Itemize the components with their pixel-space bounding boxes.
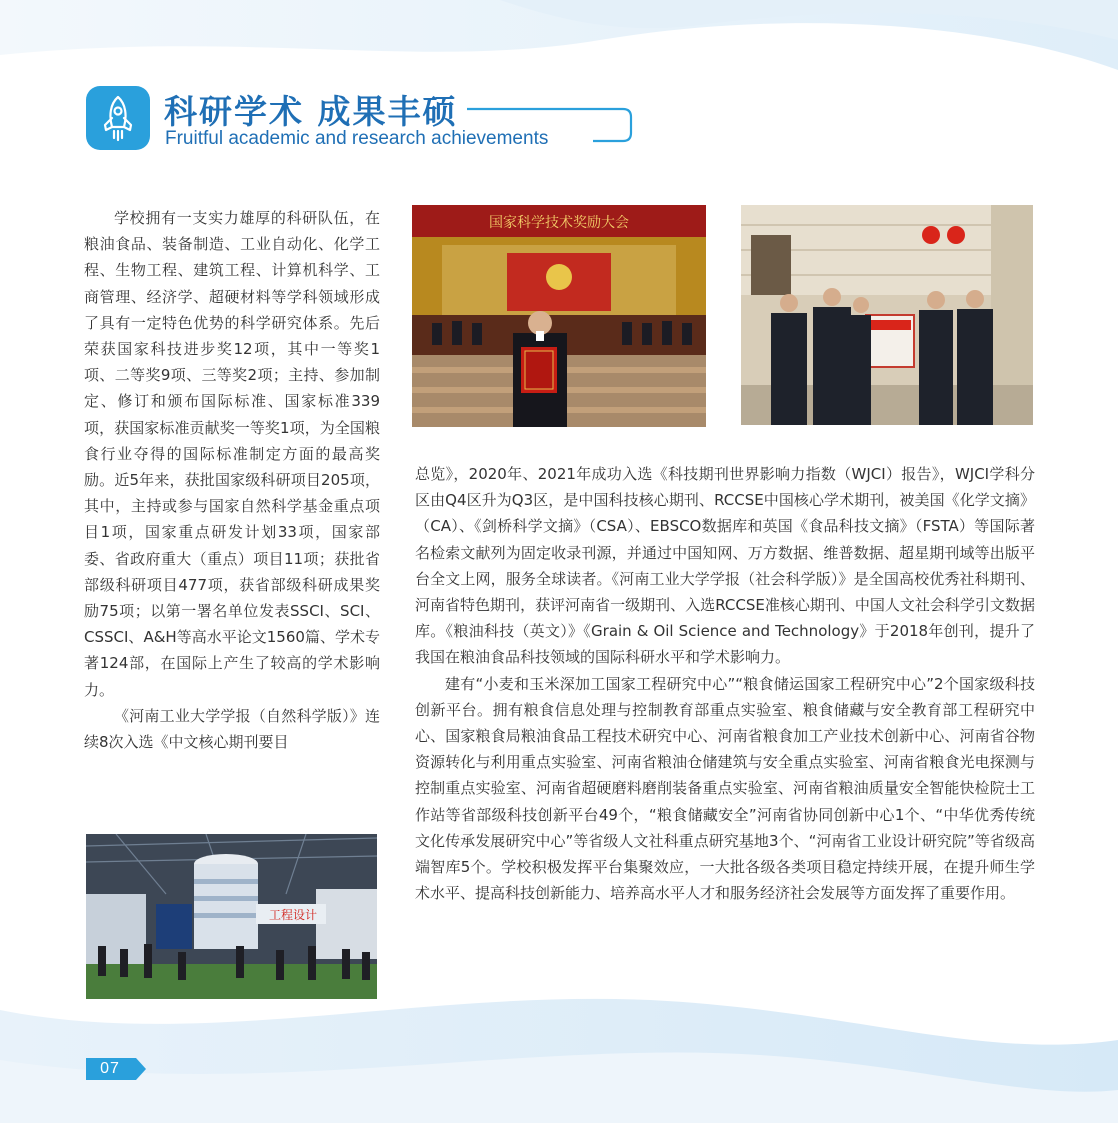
journal-paragraph-continued: 总览》，2020年、2021年成功入选《科技期刊世界影响力指数（WJCI）报告》，WJCI学科分区由Q4区升为Q3区，是中国科技核心期刊、RCCSE中国核心学术期刊，被美国《化学文摘》（CA）、《剑桥科学文摘》（CSA）、EBSCO数据库和英国《食品科技文摘》（FSTA）等国际著名检索文献列为固定收录刊源，并通过中国知网、万方数据、维普数据、超星期刊域等出版平台全文上网，服务全球读者。《河南工业大学学报（社会科学版）》是全国高校优秀社科期刊、河南省特色期刊，获评河南省一级期刊、入选RCCSE准核心期刊、中国人文社会科学引文数据库。《粮油科技（英文）》《Grain & Oil Science and Technology》于2018年创刊，提升了我国在粮油食品科技领域的国际科研水平和学术影响力。 — [415, 465, 1035, 667]
title-decorative-line — [465, 100, 640, 148]
left-text-column — [84, 205, 380, 755]
rocket-icon — [96, 94, 140, 142]
research-team-paragraph: 学校拥有一支实力雄厚的科研队伍，在粮油食品、装备制造、工业自动化、化学工程、生物工程、建筑工程、计算机科学、工商管理、经济学、超硬材料等学科领域形成了具有一定特色优势的科学研究体系。先后荣获国家科技进步奖12项，其中一等奖1项、二等奖9项、三等奖2项；主持、参加制定、修订和颁布国际标准、国家标准339项，获国家标准贡献奖一等奖1项，为全国粮食行业夺得的国际标准制定方面的最高奖励。近5年来，获批国家级科研项目205项，其中，主持或参与国家自然科学基金重点项目1项，国家重点研发计划33项，国家部委、省政府重大（重点）项目11项；获批省部级科研项目477项，获省部级科研成果奖励75项；以第一署名单位发表SSCI、SCI、CSSCI、A&H等高水平论文1560篇、学术专著124部，在国际上产生了较高的学术影响力。 — [84, 209, 380, 699]
exhibition-sign-text: 工程设计 — [269, 908, 318, 922]
award-banner-text: 国家科学技术奖励大会 — [489, 215, 629, 231]
journal-paragraph-start: 《河南工业大学学报（自然科学版）》连续8次入选《中文核心期刊要目 — [84, 706, 380, 752]
award-ceremony-photo — [412, 205, 706, 427]
section-subtitle-en: Fruitful academic and research achievements — [165, 128, 549, 149]
section-title: 科研学术 成果丰硕 — [164, 92, 458, 131]
platform-paragraph: 建有“小麦和玉米深加工国家工程研究中心”“粮食储运国家工程研究中心”2个国家级科技创新平台。拥有粮食信息处理与控制教育部重点实验室、粮食储藏与安全教育部工程研究中心、国家粮食局粮油食品工程技术研究中心、河南省粮食加工产业技术创新中心、河南省谷物资源转化与利用重点实验室、河南省粮油仓储建筑与安全重点实验室、河南省粮食光电探测与控制重点实验室、河南省超硬磨料磨削装备重点实验室、河南省粮油质量安全智能快检院士工作站等省部级科技创新平台49个，“粮食储藏安全”河南省协同创新中心1个、“中华优秀传统文化传承发展研究中心”等省级人文社科重点研究基地3个、“河南省工业设计研究院”等省级高端智库5个。学校积极发挥平台集聚效应，一大批各级各类项目稳定持续开展，在提升师生学术水平、提高科技创新能力、培养高水平人才和服务经济社会发展等方面发挥了重要作用。 — [415, 674, 1035, 903]
page-number: 07 — [100, 1060, 120, 1077]
exhibition-booth-photo — [86, 834, 377, 999]
right-text-column — [415, 461, 1035, 906]
rocket-icon-badge — [86, 86, 150, 150]
unveiling-ceremony-photo — [741, 205, 1033, 425]
